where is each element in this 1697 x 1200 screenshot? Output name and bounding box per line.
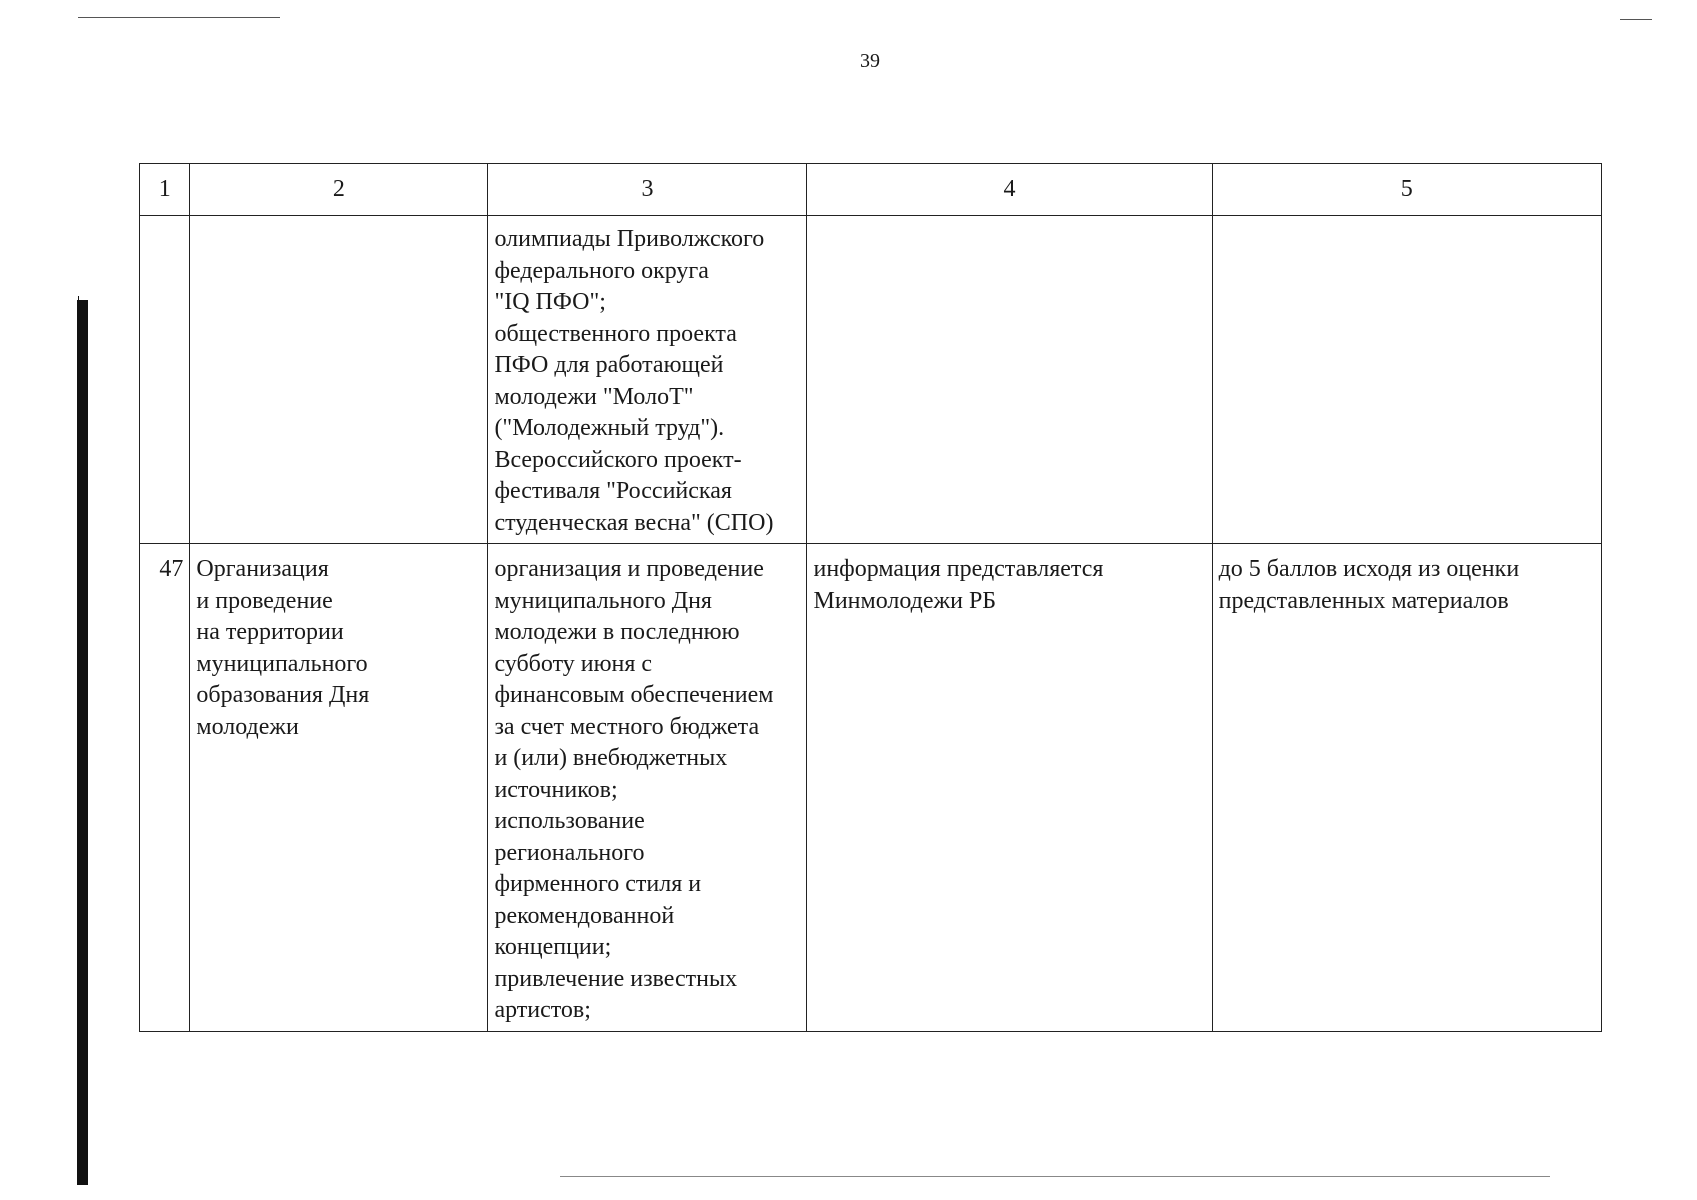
scoring-text: до 5 баллов исходя из оценки представленных материалов: [1218, 556, 1520, 614]
scoring-cell: [1212, 216, 1601, 544]
header-col-1: 1: [140, 164, 190, 216]
criteria-description-cell: [488, 544, 807, 1032]
indicator-name-text: Организация и проведение на территории муниципального образования Дня молодежи: [196, 556, 370, 740]
indicator-name-cell: [190, 216, 488, 544]
table-header-row: [140, 164, 1602, 216]
scan-bottom-line: [560, 1176, 1550, 1177]
scan-top-line-right: [1620, 19, 1652, 20]
criteria-table: [139, 163, 1602, 1032]
table-row: [140, 544, 1602, 1032]
row-number-cell: [140, 216, 190, 544]
criteria-description-text: олимпиады Приволжского федерального округа "IQ ПФО"; общественного проекта ПФО для работающей молодежи "МолоТ" ("Молодежный труд"). Всероссийского проект- фестиваля "Российская студенческая весна" (СПО): [494, 226, 774, 536]
scan-top-line-left: [78, 17, 280, 18]
information-source-cell: [807, 216, 1212, 544]
header-col-4: 4: [807, 164, 1212, 216]
scan-binding-edge: [77, 300, 88, 1185]
row-number-text: 47: [159, 556, 184, 582]
information-source-text: информация представляется Минмолодежи РБ: [813, 556, 1104, 614]
header-col-5: 5: [1212, 164, 1601, 216]
indicator-name-cell: [190, 544, 488, 1032]
criteria-description-cell: [488, 216, 807, 544]
page-number: 39: [860, 50, 880, 72]
header-col-2: 2: [190, 164, 488, 216]
header-col-3: 3: [488, 164, 807, 216]
criteria-description-text: организация и проведение муниципального Дня молодежи в последнюю субботу июня с финансовым обеспечением за счет местного бюджета и (или) внебюджетных источников; использование регионального фирменного стиля и рекомендованной концепции; привлечение известных артистов;: [494, 556, 774, 1023]
table-row: [140, 216, 1602, 544]
row-number-cell: [140, 544, 190, 1032]
scoring-cell: [1212, 544, 1601, 1032]
information-source-cell: [807, 544, 1212, 1032]
